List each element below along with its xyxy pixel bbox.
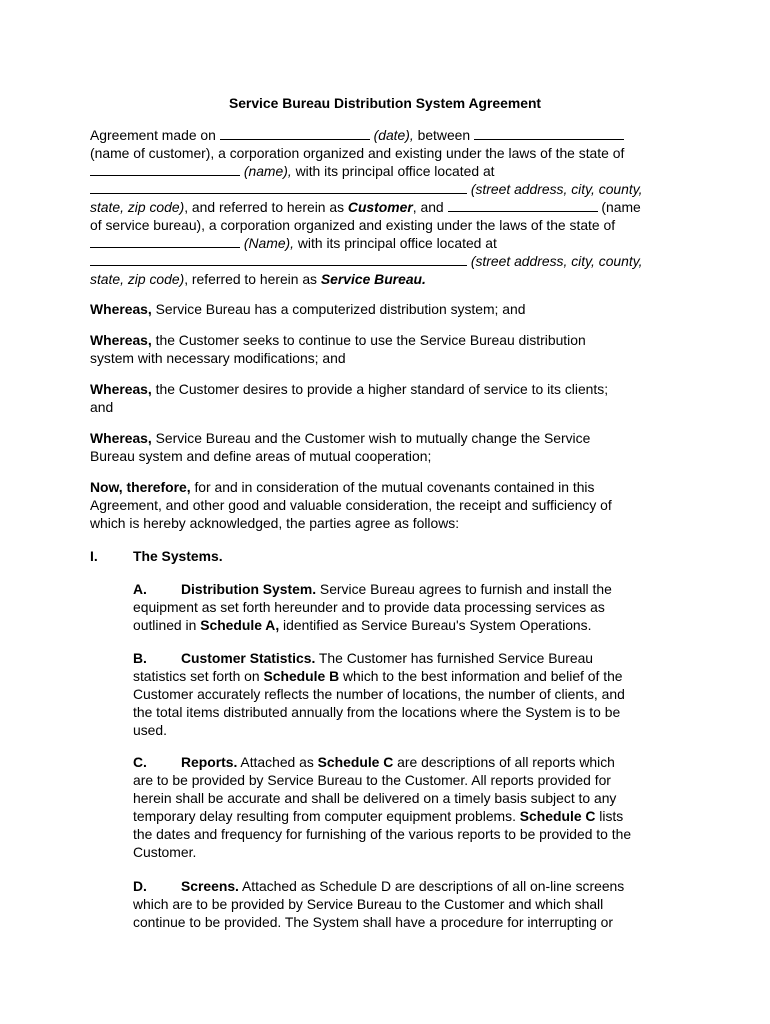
- subsection-text: lists: [595, 808, 624, 824]
- intro-text: (street address, city, county,: [467, 253, 643, 269]
- whereas-lead: Whereas,: [90, 430, 152, 446]
- subsection-text: outlined in: [133, 617, 201, 633]
- intro-text: with its principal office located at: [294, 235, 497, 251]
- now-therefore-lead: Now, therefore,: [90, 479, 191, 495]
- intro-text: of service bureau), a corporation organized and existing under the laws of the state of: [90, 217, 616, 233]
- subsection-text: used.: [133, 722, 167, 738]
- subsection-text: the total items distributed annually from the locations where the System is to be: [133, 704, 621, 720]
- intro-text: , referred to herein as: [184, 271, 321, 287]
- clause-text: the Customer seeks to continue to use the Service Bureau distribution: [151, 332, 586, 348]
- subsection-text: which are to be provided by Service Bureau to the Customer and which shall: [133, 896, 604, 912]
- intro-text: (name of customer), a corporation organized and existing under the laws of the state of: [90, 145, 625, 161]
- schedule-ref: Schedule A,: [200, 617, 280, 633]
- intro-text: state, zip code): [90, 271, 185, 287]
- intro-text: (name: [597, 199, 641, 215]
- subsection-text: The Customer has furnished Service Bureau: [315, 650, 594, 666]
- customer-address-blank[interactable]: [90, 180, 467, 194]
- intro-text: , and: [412, 199, 448, 215]
- subsection-text: statistics set forth on: [133, 668, 264, 684]
- date-blank[interactable]: [220, 126, 370, 140]
- subsection-heading: Screens.: [181, 878, 239, 894]
- subsection-letter: A.: [133, 581, 147, 597]
- clause-text: Service Bureau and the Customer wish to mutually change the Service: [151, 430, 591, 446]
- subsection-text: Customer.: [133, 844, 197, 860]
- subsection-heading: Reports.: [181, 754, 238, 770]
- subsection-text: are to be provided by Service Bureau to the Customer. All reports provided for: [133, 772, 611, 788]
- schedule-ref: Schedule C: [519, 808, 596, 824]
- whereas-lead: Whereas,: [90, 332, 152, 348]
- intro-paragraph: [90, 126, 680, 288]
- intro-text: (street address, city, county,: [467, 181, 643, 197]
- subsection-text: Attached as Schedule D are descriptions of all on-line screens: [238, 878, 625, 894]
- subsection-heading: Distribution System.: [181, 581, 317, 597]
- subsection-text: Customer accurately reflects the number of locations, the number of clients, and: [133, 686, 625, 702]
- subsection-text: are descriptions of all reports which: [393, 754, 615, 770]
- whereas-clause: [90, 331, 680, 367]
- intro-text: with its principal office located at: [291, 163, 495, 179]
- subsection-letter: B.: [133, 650, 147, 666]
- subsection-text: identified as Service Bureau's System Operations.: [279, 617, 592, 633]
- subsection-distribution-system: [133, 580, 683, 634]
- whereas-clause: [90, 429, 680, 465]
- intro-text: (Name),: [240, 235, 295, 251]
- intro-text: state, zip code): [90, 199, 185, 215]
- service-bureau-term: Service Bureau.: [320, 271, 426, 287]
- clause-text: Service Bureau has a computerized distribution system; and: [151, 301, 526, 317]
- bureau-address-blank[interactable]: [90, 252, 467, 266]
- customer-name-blank[interactable]: [474, 126, 624, 140]
- subsection-text: continue to be provided. The System shall have a procedure for interrupting or: [133, 914, 614, 930]
- now-therefore-clause: [90, 478, 680, 532]
- whereas-clause: [90, 380, 680, 416]
- intro-text: Agreement made on: [90, 127, 220, 143]
- clause-text: Agreement, and other good and valuable consideration, the receipt and sufficiency of: [90, 497, 612, 513]
- clause-text: and: [90, 399, 114, 415]
- clause-text: Bureau system and define areas of mutual cooperation;: [90, 448, 432, 464]
- subsection-reports: [133, 753, 683, 861]
- intro-text: , and referred to herein as: [184, 199, 348, 215]
- whereas-lead: Whereas,: [90, 381, 152, 397]
- intro-text: (date),: [369, 127, 414, 143]
- intro-text: between: [413, 127, 474, 143]
- subsection-letter: D.: [133, 878, 147, 894]
- whereas-clause: [90, 300, 680, 318]
- subsection-customer-statistics: [133, 649, 683, 739]
- clause-text: the Customer desires to provide a higher standard of service to its clients;: [151, 381, 609, 397]
- subsection-letter: C.: [133, 754, 147, 770]
- subsection-text: herein shall be accurate and shall be delivered on a timely basis subject to any: [133, 790, 617, 806]
- clause-text: which is hereby acknowledged, the parties agree as follows:: [90, 515, 460, 531]
- schedule-ref: Schedule B: [263, 668, 340, 684]
- clause-text: system with necessary modifications; and: [90, 350, 346, 366]
- schedule-ref: Schedule C: [317, 754, 394, 770]
- customer-state-blank[interactable]: [90, 162, 240, 176]
- document-title: Service Bureau Distribution System Agreement: [228, 95, 542, 111]
- subsection-text: temporary delay resulting from computer equipment problems.: [133, 808, 520, 824]
- subsection-text: Service Bureau agrees to furnish and install the: [316, 581, 612, 597]
- subsection-text: Attached as: [237, 754, 318, 770]
- subsection-heading: Customer Statistics.: [181, 650, 316, 666]
- section-title: The Systems.: [133, 548, 223, 564]
- subsection-text: the dates and frequency for furnishing of the various reports to be provided to the: [133, 826, 632, 842]
- clause-text: for and in consideration of the mutual covenants contained in this: [190, 479, 595, 495]
- bureau-state-blank[interactable]: [90, 234, 240, 248]
- whereas-lead: Whereas,: [90, 301, 152, 317]
- customer-term: Customer: [347, 199, 413, 215]
- bureau-name-blank[interactable]: [448, 198, 598, 212]
- section-number: I.: [90, 548, 98, 564]
- subsection-text: which to the best information and belief of the: [339, 668, 623, 684]
- intro-text: (name),: [240, 163, 292, 179]
- subsection-text: equipment as set forth hereunder and to provide data processing services as: [133, 599, 605, 615]
- subsection-screens: [133, 877, 683, 931]
